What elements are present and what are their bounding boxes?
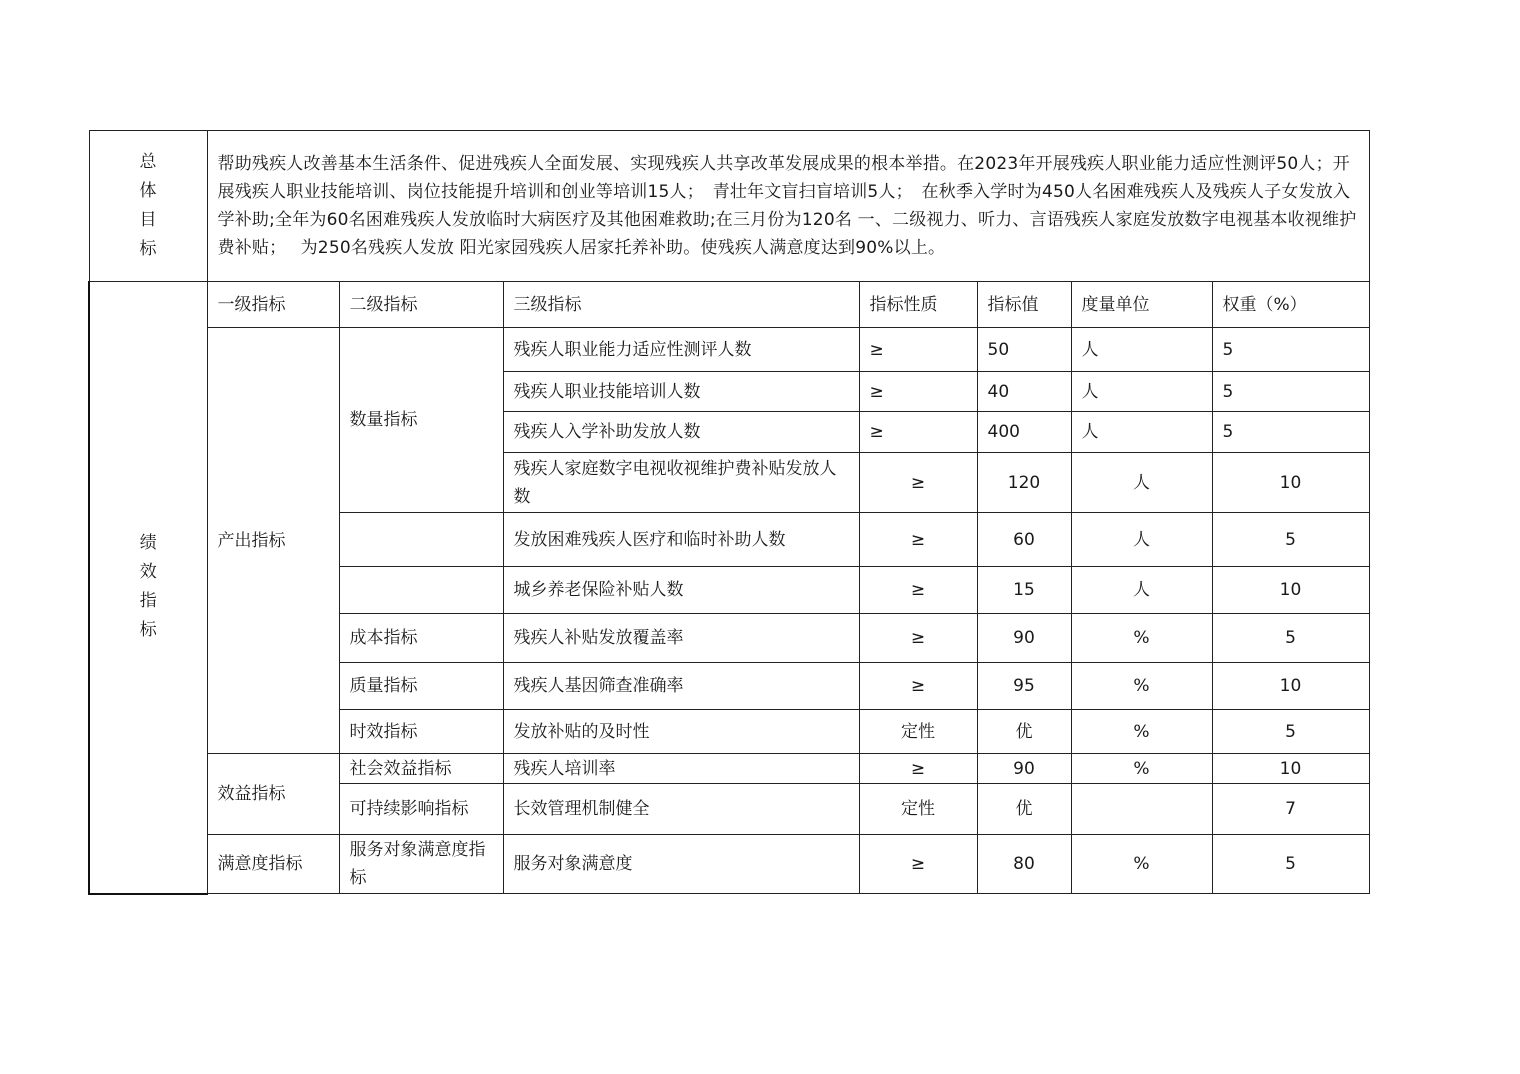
indicator-weight: 5 xyxy=(1212,328,1369,372)
indicator-nature: 定性 xyxy=(859,784,977,835)
indicator-unit: % xyxy=(1071,835,1212,894)
indicator-name: 残疾人职业能力适应性测评人数 xyxy=(503,328,859,372)
indicator-weight: 10 xyxy=(1212,567,1369,614)
level2-quality: 质量指标 xyxy=(339,663,503,710)
indicator-unit: 人 xyxy=(1071,513,1212,567)
indicator-unit: % xyxy=(1071,710,1212,754)
indicator-unit: 人 xyxy=(1071,328,1212,372)
indicator-name: 残疾人职业技能培训人数 xyxy=(503,372,859,412)
indicator-weight: 5 xyxy=(1212,835,1369,894)
indicator-name: 长效管理机制健全 xyxy=(503,784,859,835)
indicator-nature: ≥ xyxy=(859,614,977,663)
indicator-unit: 人 xyxy=(1071,453,1212,513)
indicator-value: 90 xyxy=(977,614,1071,663)
goal-row xyxy=(89,131,1369,282)
goal-text: 帮助残疾人改善基本生活条件、促进残疾人全面发展、实现残疾人共享改革发展成果的根本举措。在2023年开展残疾人职业能力适应性测评50人；开展残疾人职业技能培训、岗位技能提升培训和创业等培训15人； 青壮年文盲扫盲培训5人； 在秋季入学时为450人名困难残疾人及残疾人子女发放入学补助;全年为60名困难残疾人发放临时大病医疗及其他困难救助;在三月份为120名 一、二级视力、听力、言语残疾人家庭发放数字电视基本收视维护费补贴； 为250名残疾人发放 阳光家园残疾人居家托养补助。使残疾人满意度达到90%以上。 xyxy=(207,131,1369,282)
indicator-name: 城乡养老保险补贴人数 xyxy=(503,567,859,614)
indicator-value: 40 xyxy=(977,372,1071,412)
indicator-value: 400 xyxy=(977,412,1071,453)
indicator-weight: 7 xyxy=(1212,784,1369,835)
perf-label-char: 标 xyxy=(139,620,157,641)
indicator-unit: % xyxy=(1071,754,1212,784)
level2-social: 社会效益指标 xyxy=(339,754,503,784)
goal-label-char: 总 xyxy=(139,152,157,172)
indicator-unit: 人 xyxy=(1071,567,1212,614)
indicator-nature: ≥ xyxy=(859,663,977,710)
indicator-nature: ≥ xyxy=(859,412,977,453)
indicator-name: 残疾人入学补助发放人数 xyxy=(503,412,859,453)
level2-empty xyxy=(339,513,503,567)
indicator-name: 残疾人家庭数字电视收视维护费补贴发放人数 xyxy=(503,453,859,513)
indicator-nature: ≥ xyxy=(859,754,977,784)
indicator-value: 120 xyxy=(977,453,1071,513)
indicator-weight: 5 xyxy=(1212,513,1369,567)
indicator-value: 15 xyxy=(977,567,1071,614)
indicator-name: 残疾人培训率 xyxy=(503,754,859,784)
performance-goal-sheet xyxy=(88,130,1368,895)
indicator-nature: ≥ xyxy=(859,513,977,567)
perf-label-char: 指 xyxy=(139,591,157,612)
level2-timeliness: 时效指标 xyxy=(339,710,503,754)
indicator-unit: % xyxy=(1071,614,1212,663)
table-row xyxy=(89,328,1369,372)
indicator-name: 残疾人基因筛查准确率 xyxy=(503,663,859,710)
goal-label xyxy=(89,131,207,282)
indicator-nature: ≥ xyxy=(859,453,977,513)
level1-benefit: 效益指标 xyxy=(207,754,339,835)
indicator-weight: 10 xyxy=(1212,453,1369,513)
indicator-value: 优 xyxy=(977,784,1071,835)
indicator-value: 60 xyxy=(977,513,1071,567)
header-level1: 一级指标 xyxy=(207,282,339,328)
level1-output: 产出指标 xyxy=(207,328,339,754)
goal-label-char: 目 xyxy=(139,210,157,230)
header-value: 指标值 xyxy=(977,282,1071,328)
header-level3: 三级指标 xyxy=(503,282,859,328)
indicator-weight: 5 xyxy=(1212,710,1369,754)
indicator-name: 服务对象满意度 xyxy=(503,835,859,894)
table-row xyxy=(89,835,1369,894)
goal-label-char: 体 xyxy=(139,181,157,201)
indicator-nature: 定性 xyxy=(859,710,977,754)
indicator-nature: ≥ xyxy=(859,328,977,372)
level2-sustain: 可持续影响指标 xyxy=(339,784,503,835)
header-nature: 指标性质 xyxy=(859,282,977,328)
level2-cost: 成本指标 xyxy=(339,614,503,663)
level2-empty xyxy=(339,567,503,614)
level2-service: 服务对象满意度指标 xyxy=(339,835,503,894)
indicator-value: 95 xyxy=(977,663,1071,710)
indicator-value: 80 xyxy=(977,835,1071,894)
performance-goal-table xyxy=(88,130,1370,895)
indicator-value: 50 xyxy=(977,328,1071,372)
indicator-weight: 5 xyxy=(1212,614,1369,663)
indicator-nature: ≥ xyxy=(859,372,977,412)
perf-label-char: 绩 xyxy=(139,533,157,554)
header-unit: 度量单位 xyxy=(1071,282,1212,328)
indicator-nature: ≥ xyxy=(859,567,977,614)
indicator-weight: 5 xyxy=(1212,372,1369,412)
indicator-value: 优 xyxy=(977,710,1071,754)
indicator-weight: 5 xyxy=(1212,412,1369,453)
indicator-unit xyxy=(1071,784,1212,835)
header-level2: 二级指标 xyxy=(339,282,503,328)
indicator-weight: 10 xyxy=(1212,663,1369,710)
indicator-value: 90 xyxy=(977,754,1071,784)
indicator-name: 发放困难残疾人医疗和临时补助人数 xyxy=(503,513,859,567)
goal-label-char: 标 xyxy=(139,239,157,259)
indicator-name: 残疾人补贴发放覆盖率 xyxy=(503,614,859,663)
header-row xyxy=(89,282,1369,328)
indicator-name: 发放补贴的及时性 xyxy=(503,710,859,754)
indicator-weight: 10 xyxy=(1212,754,1369,784)
header-weight: 权重（%） xyxy=(1212,282,1369,328)
table-row xyxy=(89,754,1369,784)
indicator-unit: 人 xyxy=(1071,372,1212,412)
indicator-unit: 人 xyxy=(1071,412,1212,453)
perf-label-char: 效 xyxy=(139,562,157,583)
perf-label xyxy=(89,282,207,894)
indicator-unit: % xyxy=(1071,663,1212,710)
level2-quantity: 数量指标 xyxy=(339,328,503,513)
indicator-nature: ≥ xyxy=(859,835,977,894)
level1-satisfaction: 满意度指标 xyxy=(207,835,339,894)
